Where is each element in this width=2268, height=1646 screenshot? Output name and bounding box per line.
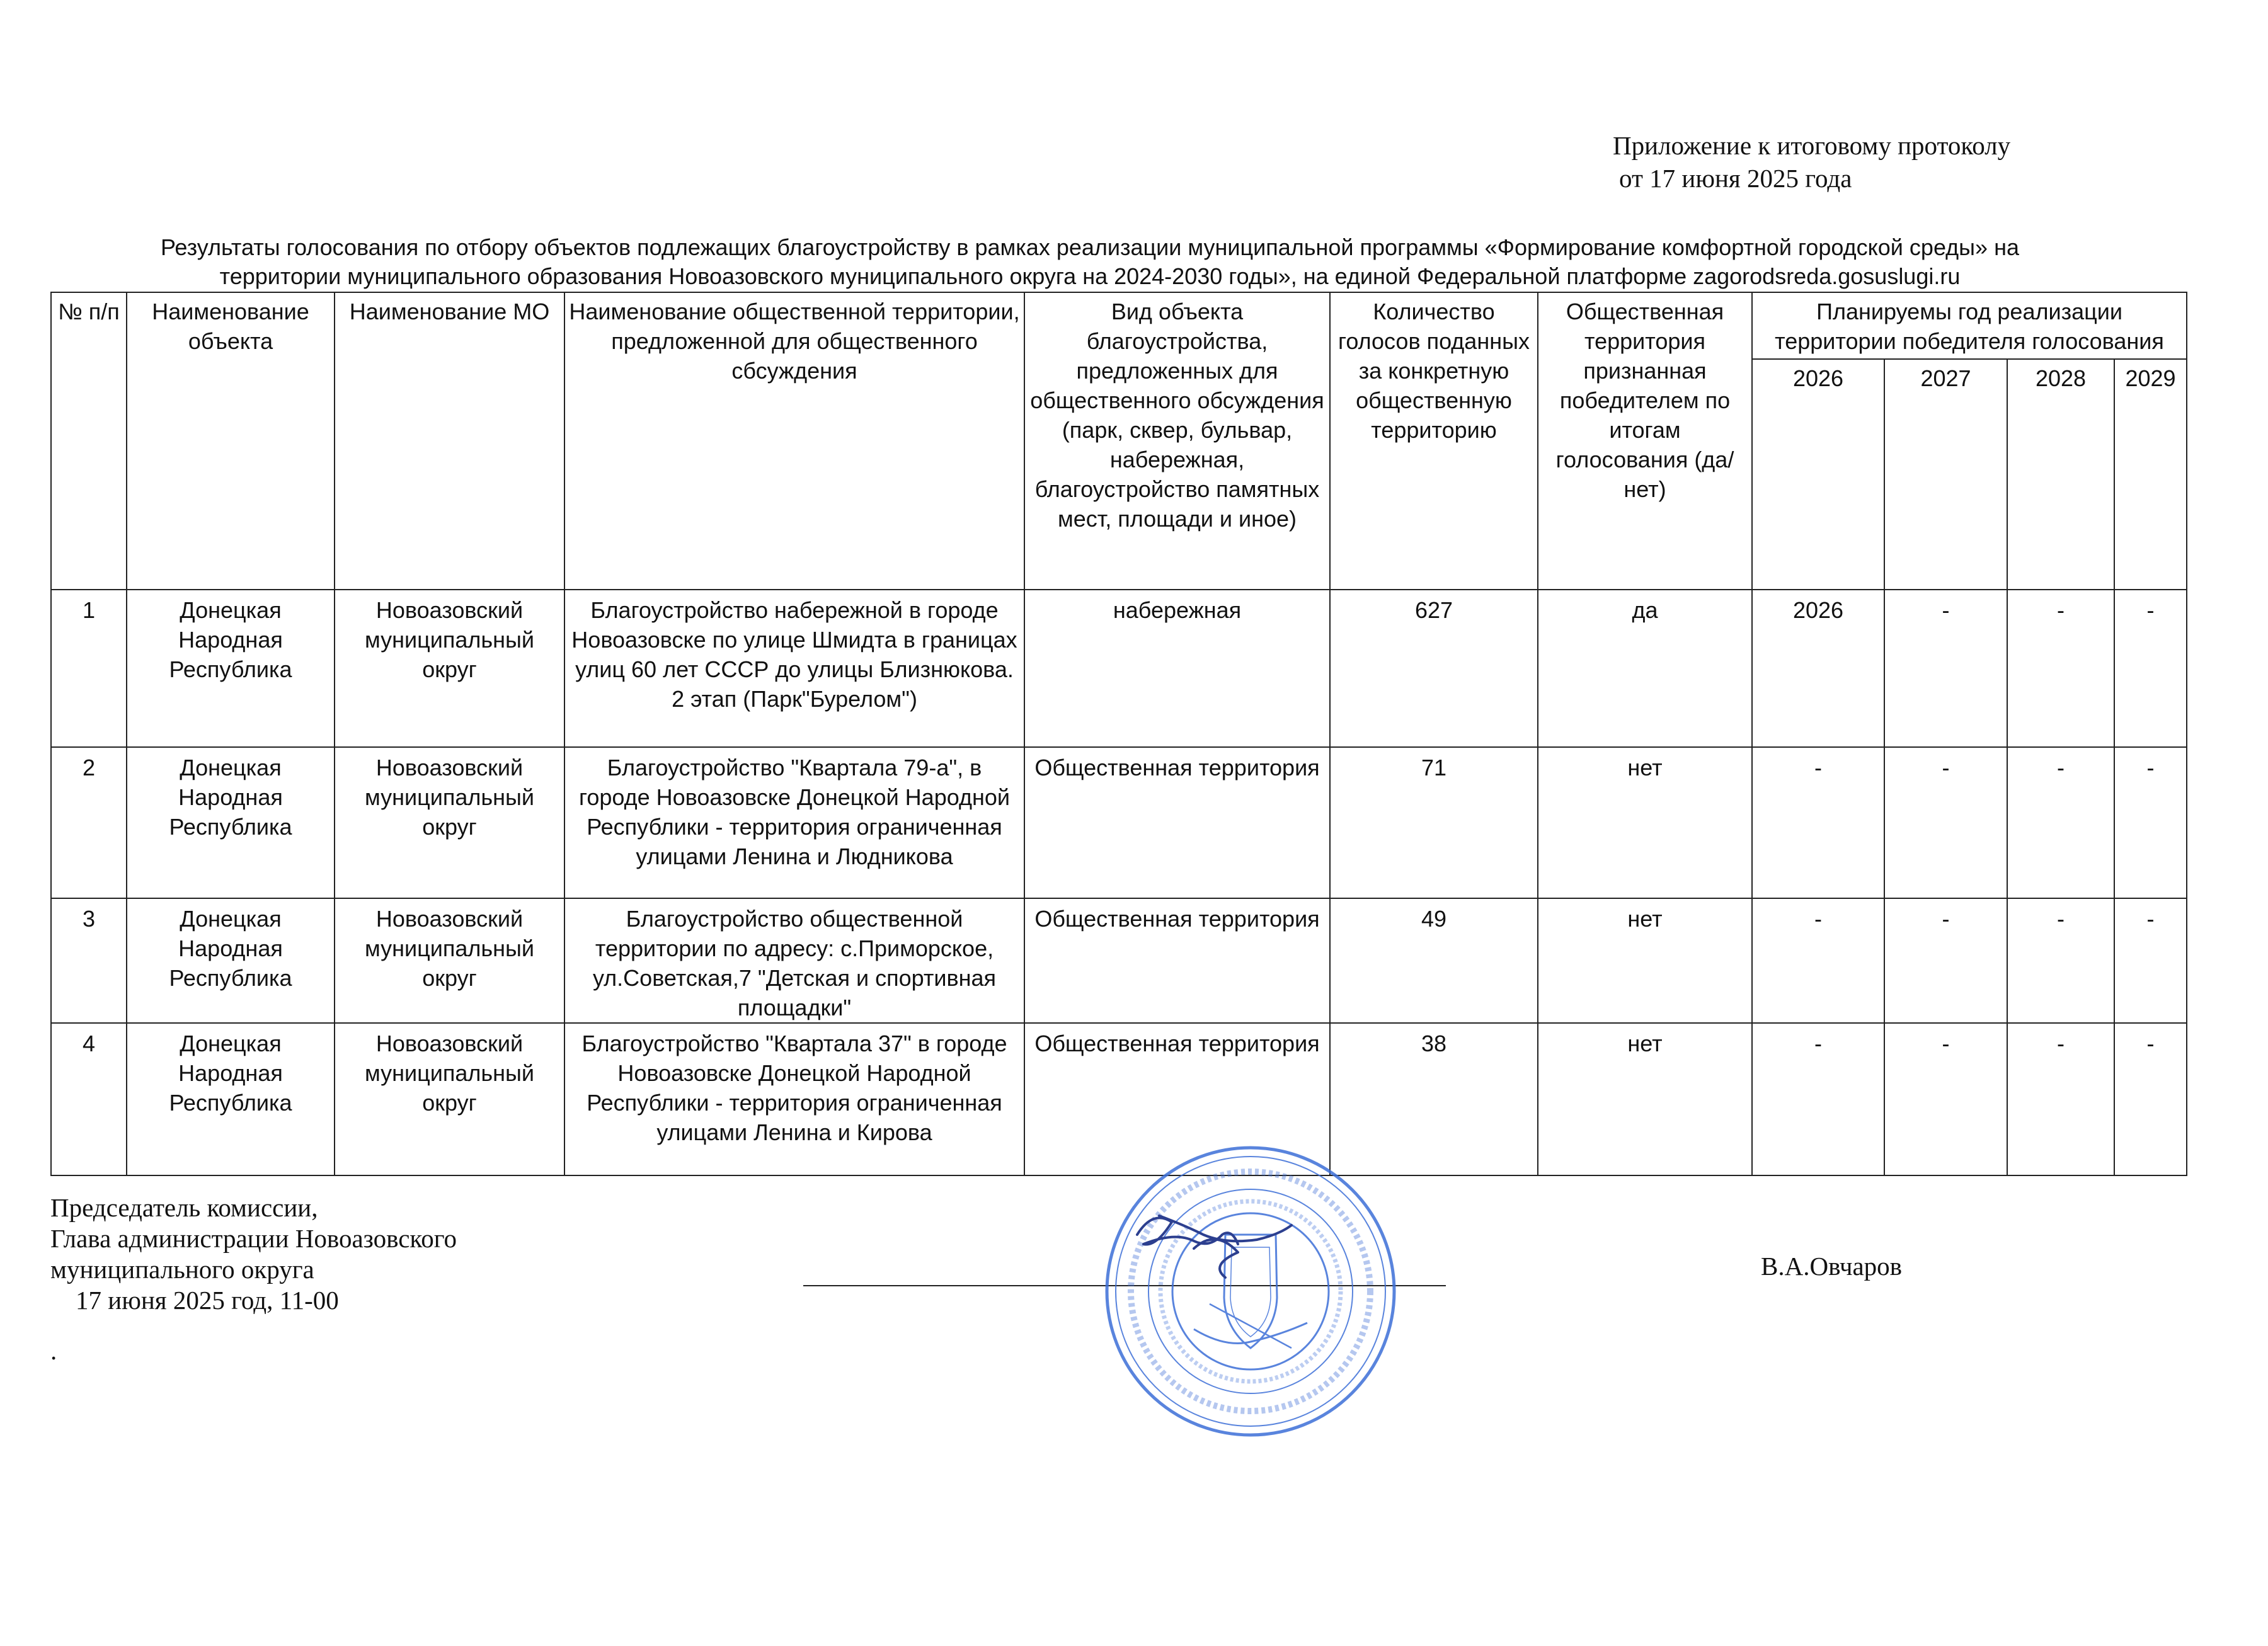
cell-year-2028: - (2007, 1023, 2114, 1175)
cell-territory: Благоустройство набережной в городе Новоазовске по улице Шмидта в границах улиц 60 лет СССР до улицы Близнюкова. 2 этап (Парк"Бурелом") (564, 590, 1024, 747)
cell-year-2028: - (2007, 898, 2114, 1023)
cell-territory: Благоустройство "Квартала 37" в городе Новоазовске Донецкой Народной Республики - территория ограниченная улицами Ленина и Кирова (564, 1023, 1024, 1175)
title-line2: территории муниципального образования Новоазовского муниципального округа на 2024-2030 годы», на единой Федеральной платформе zagorodsreda.gosuslugi.ru (219, 263, 1961, 289)
cell-year-2029: - (2114, 747, 2187, 898)
handwritten-signature-icon (1137, 1216, 1292, 1277)
signer-name: В.А.Овчаров (1761, 1252, 1903, 1281)
cell-mo: Новоазовский муниципальный округ (335, 1023, 564, 1175)
header-num: № п/п (51, 292, 127, 590)
cell-year-2028: - (2007, 747, 2114, 898)
cell-votes: 71 (1330, 747, 1538, 898)
header-kind: Вид объекта благоустройства, предложенных для общественного обсуждения (парк, сквер, бульвар, набережная, благоустройство памятных мест, площади и иное) (1024, 292, 1330, 590)
cell-kind: Общественная территория (1024, 898, 1330, 1023)
voting-results-table (50, 292, 2187, 1176)
header-year-2029: 2029 (2114, 359, 2187, 590)
cell-year-2026: - (1752, 747, 1884, 898)
title-line1: Результаты голосования по отбору объектов подлежащих благоустройству в рамках реализации муниципальной программы «Формирование комфортной городской среды» на (161, 234, 2019, 260)
footer-date: 17 июня 2025 год, 11-00 (76, 1286, 339, 1315)
cell-year-2027: - (1884, 1023, 2007, 1175)
cell-territory: Благоустройство "Квартала 79-а", в городе Новоазовске Донецкой Народной Республики - территория ограниченная улицами Ленина и Людникова (564, 747, 1024, 898)
cell-territory: Благоустройство общественной территории по адресу: с.Приморское, ул.Советская,7 "Детская и спортивная площадки" (564, 898, 1024, 1023)
footer-line2: Глава администрации Новоазовского (50, 1224, 457, 1253)
table-row (51, 747, 2187, 898)
seal-graphic (1107, 1148, 1394, 1435)
header-object: Наименование объекта (127, 292, 335, 590)
cell-year-2029: - (2114, 1023, 2187, 1175)
cell-mo: Новоазовский муниципальный округ (335, 747, 564, 898)
cell-mo: Новоазовский муниципальный округ (335, 590, 564, 747)
footer-line1: Председатель комиссии, (50, 1193, 318, 1222)
header-year-2026: 2026 (1752, 359, 1884, 590)
header-territory: Наименование общественной территории, предложенной для общественного сбсуждения (564, 292, 1024, 590)
appendix-note (1613, 129, 2180, 195)
cell-object: Донецкая Народная Республика (127, 590, 335, 747)
cell-num: 2 (51, 747, 127, 898)
header-mo: Наименование МО (335, 292, 564, 590)
cell-year-2026: - (1752, 1023, 1884, 1175)
appendix-line2: от 17 июня 2025 года (1619, 164, 1852, 193)
stray-dot: . (50, 1336, 57, 1365)
cell-winner: нет (1538, 898, 1752, 1023)
cell-votes: 49 (1330, 898, 1538, 1023)
header-votes: Количество голосов поданных за конкретную общественную территорию (1330, 292, 1538, 590)
appendix-line1: Приложение к итоговому протоколу (1613, 131, 2011, 160)
cell-year-2029: - (2114, 898, 2187, 1023)
cell-object: Донецкая Народная Республика (127, 1023, 335, 1175)
official-seal-icon (1099, 1140, 1402, 1443)
document-title (63, 233, 2117, 291)
cell-num: 4 (51, 1023, 127, 1175)
cell-num: 1 (51, 590, 127, 747)
cell-year-2027: - (1884, 898, 2007, 1023)
header-winner: Общественная территория признанная победителем по итогам голосования (да/нет) (1538, 292, 1752, 590)
header-year-2027: 2027 (1884, 359, 2007, 590)
cell-votes: 38 (1330, 1023, 1538, 1175)
cell-kind: Общественная территория (1024, 1023, 1330, 1175)
cell-mo: Новоазовский муниципальный округ (335, 898, 564, 1023)
cell-object: Донецкая Народная Республика (127, 898, 335, 1023)
cell-object: Донецкая Народная Республика (127, 747, 335, 898)
header-row (51, 292, 2187, 359)
cell-votes: 627 (1330, 590, 1538, 747)
cell-year-2027: - (1884, 590, 2007, 747)
cell-num: 3 (51, 898, 127, 1023)
cell-year-2028: - (2007, 590, 2114, 747)
cell-winner: да (1538, 590, 1752, 747)
header-year-2028: 2028 (2007, 359, 2114, 590)
cell-winner: нет (1538, 1023, 1752, 1175)
table-row (51, 590, 2187, 747)
footer-line3: муниципального округа (50, 1255, 314, 1284)
cell-year-2026: - (1752, 898, 1884, 1023)
cell-winner: нет (1538, 747, 1752, 898)
cell-year-2026: 2026 (1752, 590, 1884, 747)
cell-kind: Общественная территория (1024, 747, 1330, 898)
header-planned-year: Планируемы год реализации территории победителя голосования (1752, 292, 2187, 359)
cell-year-2029: - (2114, 590, 2187, 747)
table-row (51, 898, 2187, 1023)
cell-year-2027: - (1884, 747, 2007, 898)
signature-block (50, 1192, 457, 1316)
cell-kind: набережная (1024, 590, 1330, 747)
